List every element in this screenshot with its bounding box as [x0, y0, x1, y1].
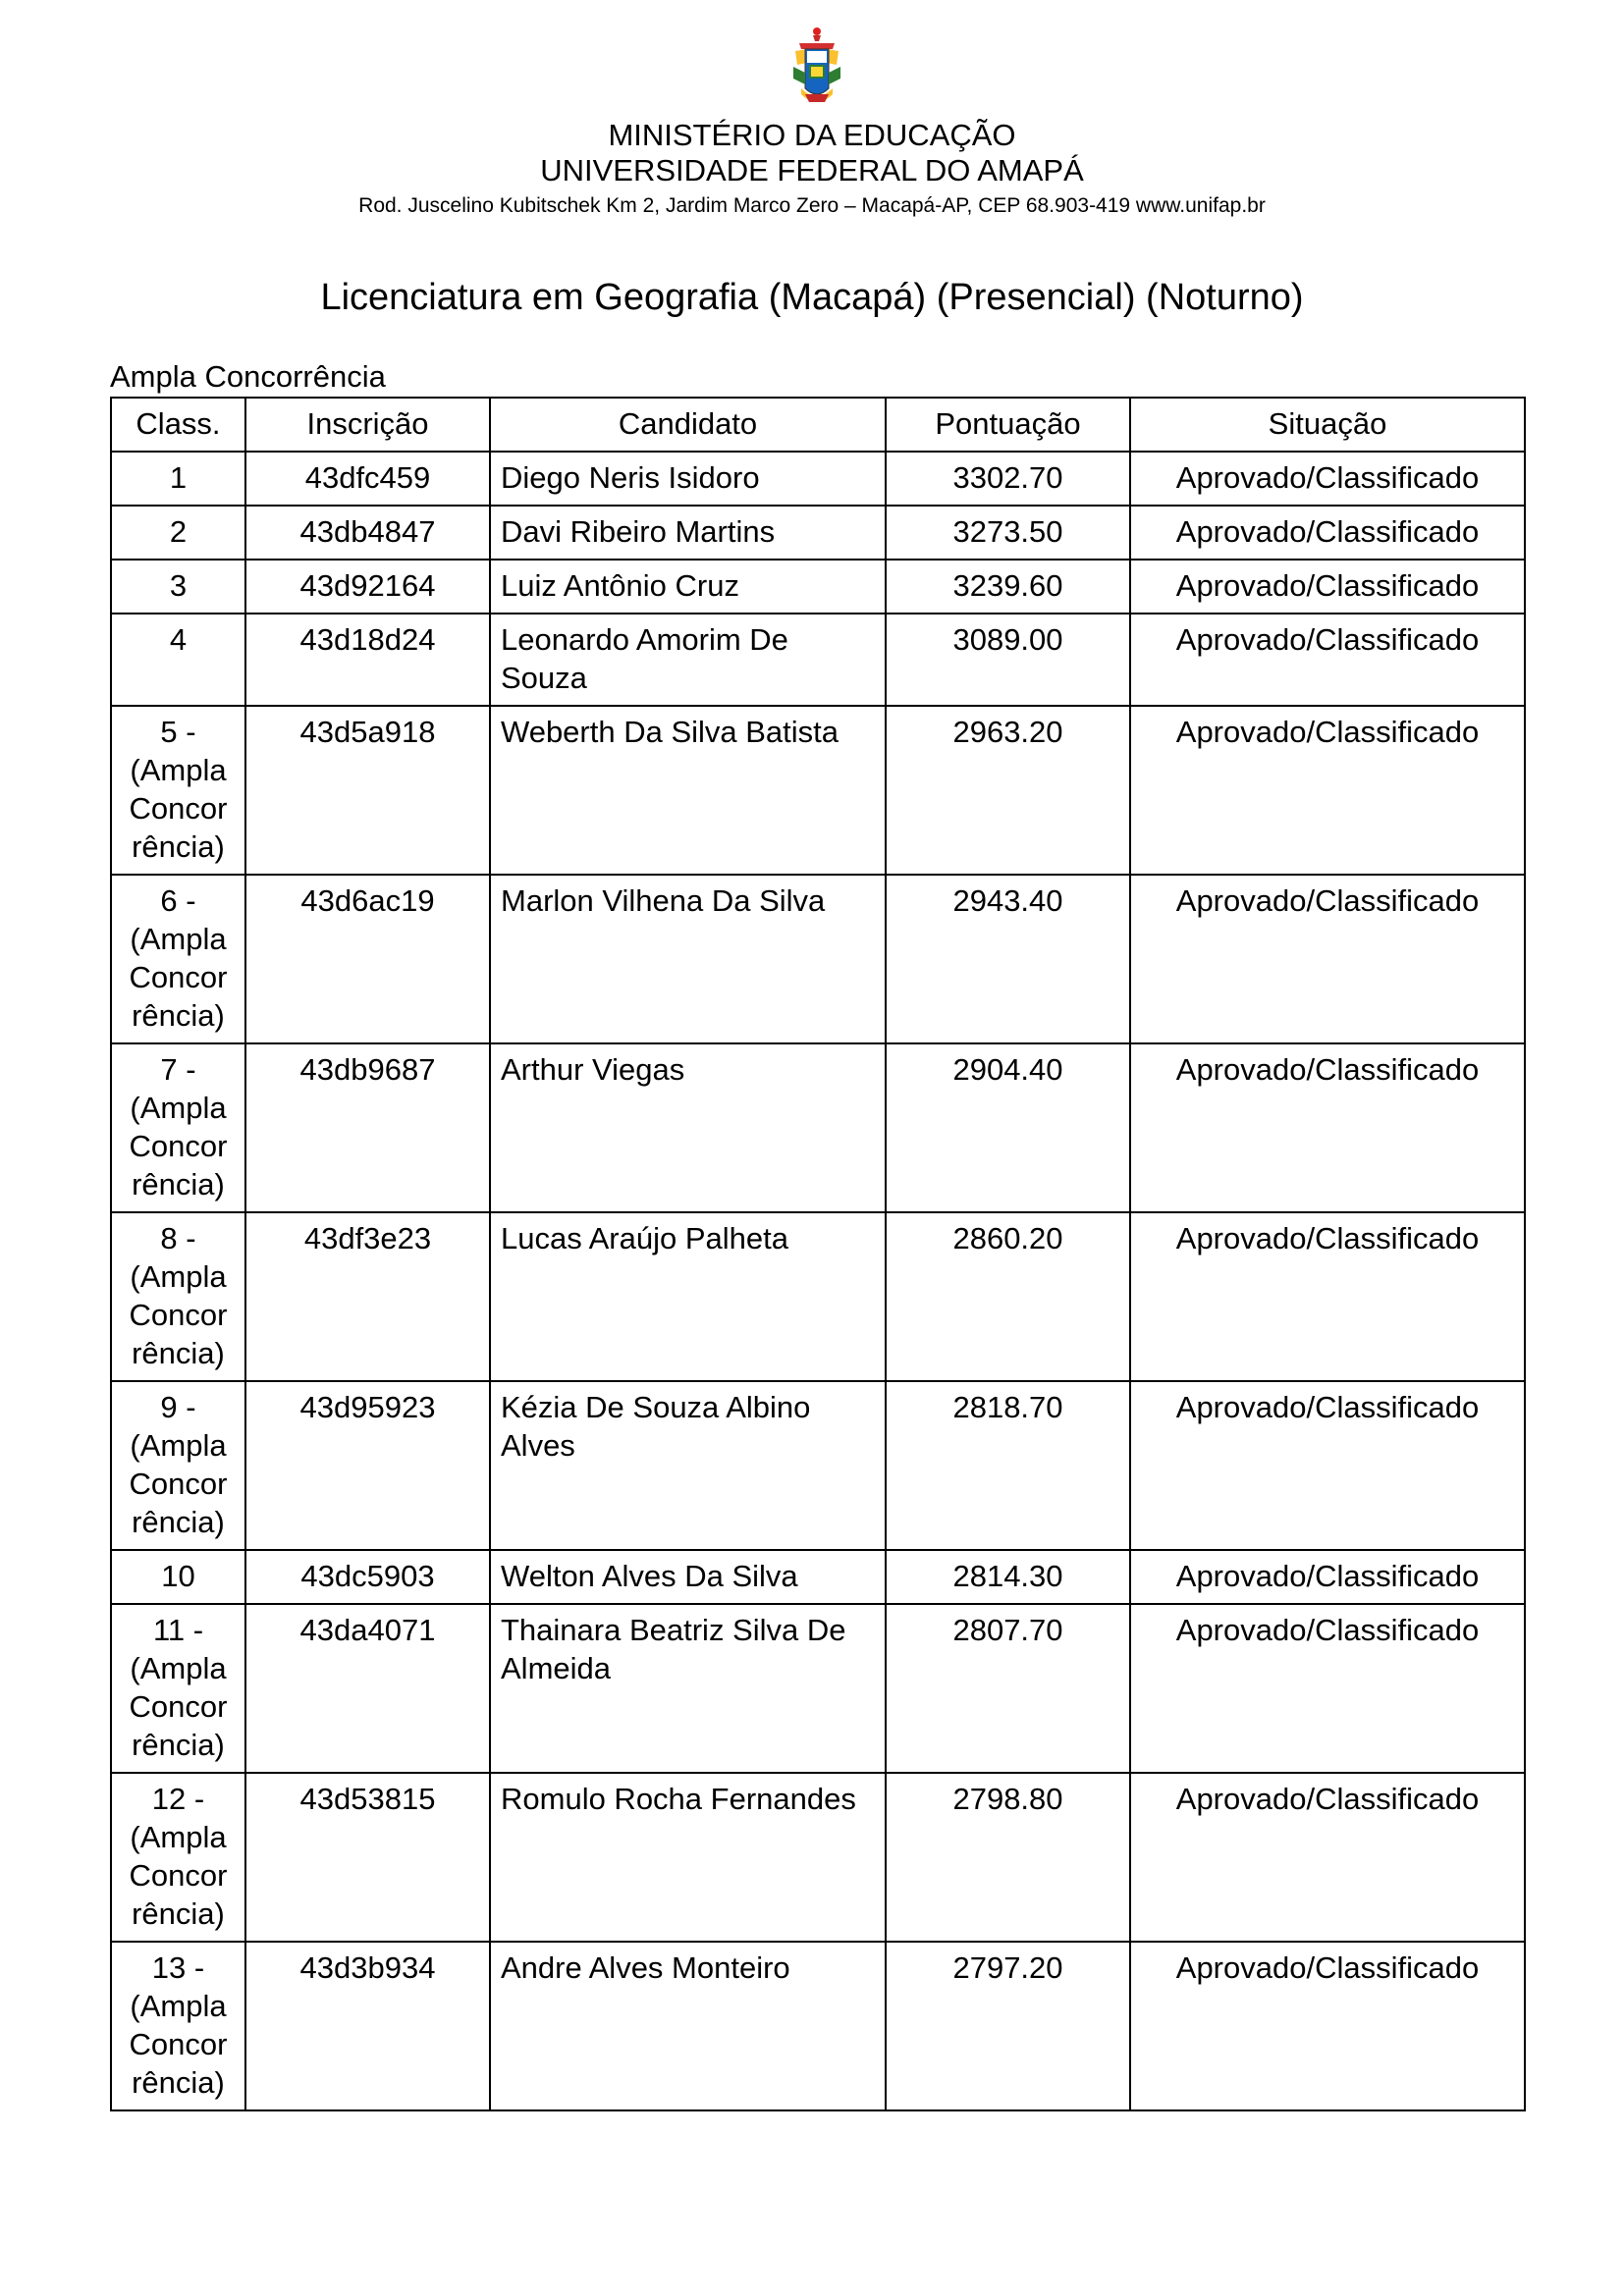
cell-situacao: Aprovado/Classificado	[1130, 452, 1525, 506]
cell-inscricao: 43d6ac19	[245, 875, 490, 1043]
cell-pontuacao: 2860.20	[886, 1212, 1130, 1381]
cell-class: 9 - (Ampla Concor rência)	[111, 1381, 245, 1550]
cell-class: 11 - (Ampla Concor rência)	[111, 1604, 245, 1773]
table-row	[111, 706, 1525, 875]
cell-pontuacao: 3089.00	[886, 614, 1130, 706]
cell-pontuacao: 3239.60	[886, 560, 1130, 614]
university-crest-icon	[785, 24, 848, 122]
cell-pontuacao: 2904.40	[886, 1043, 1130, 1212]
cell-inscricao: 43d18d24	[245, 614, 490, 706]
cell-inscricao: 43d92164	[245, 560, 490, 614]
cell-inscricao: 43d95923	[245, 1381, 490, 1550]
cell-candidato: Romulo Rocha Fernandes	[490, 1773, 886, 1942]
cell-class: 13 - (Ampla Concor rência)	[111, 1942, 245, 2110]
university-address: Rod. Juscelino Kubitschek Km 2, Jardim Marco Zero – Macapá-AP, CEP 68.903-419 www.unifap.br	[358, 194, 1266, 217]
cell-situacao: Aprovado/Classificado	[1130, 1773, 1525, 1942]
cell-candidato: Andre Alves Monteiro	[490, 1942, 886, 2110]
cell-class: 8 - (Ampla Concor rência)	[111, 1212, 245, 1381]
cell-inscricao: 43d53815	[245, 1773, 490, 1942]
cell-class: 10	[111, 1550, 245, 1604]
cell-situacao: Aprovado/Classificado	[1130, 506, 1525, 560]
cell-situacao: Aprovado/Classificado	[1130, 875, 1525, 1043]
cell-class: 2	[111, 506, 245, 560]
cell-candidato: Luiz Antônio Cruz	[490, 560, 886, 614]
table-row	[111, 1942, 1525, 2110]
cell-candidato: Diego Neris Isidoro	[490, 452, 886, 506]
cell-pontuacao: 2818.70	[886, 1381, 1130, 1550]
column-header-class: Class.	[111, 398, 245, 452]
cell-pontuacao: 3302.70	[886, 452, 1130, 506]
cell-candidato: Thainara Beatriz Silva De Almeida	[490, 1604, 886, 1773]
course-title: Licenciatura em Geografia (Macapá) (Presencial) (Noturno)	[320, 277, 1304, 318]
table-row	[111, 1773, 1525, 1942]
cell-situacao: Aprovado/Classificado	[1130, 614, 1525, 706]
cell-situacao: Aprovado/Classificado	[1130, 1212, 1525, 1381]
cell-inscricao: 43dfc459	[245, 452, 490, 506]
cell-inscricao: 43dc5903	[245, 1550, 490, 1604]
results-table	[110, 397, 1526, 2111]
column-header-candidato: Candidato	[490, 398, 886, 452]
cell-pontuacao: 2798.80	[886, 1773, 1130, 1942]
cell-situacao: Aprovado/Classificado	[1130, 560, 1525, 614]
cell-candidato: Lucas Araújo Palheta	[490, 1212, 886, 1381]
cell-inscricao: 43da4071	[245, 1604, 490, 1773]
table-header-row	[111, 398, 1525, 452]
cell-pontuacao: 2797.20	[886, 1942, 1130, 2110]
cell-pontuacao: 3273.50	[886, 506, 1130, 560]
cell-candidato: Davi Ribeiro Martins	[490, 506, 886, 560]
table-row	[111, 1043, 1525, 1212]
table-row	[111, 452, 1525, 506]
column-header-pontuacao: Pontuação	[886, 398, 1130, 452]
cell-candidato: Leonardo Amorim De Souza	[490, 614, 886, 706]
cell-class: 4	[111, 614, 245, 706]
cell-class: 6 - (Ampla Concor rência)	[111, 875, 245, 1043]
cell-situacao: Aprovado/Classificado	[1130, 706, 1525, 875]
cell-class: 5 - (Ampla Concor rência)	[111, 706, 245, 875]
table-row	[111, 506, 1525, 560]
cell-pontuacao: 2807.70	[886, 1604, 1130, 1773]
table-row	[111, 875, 1525, 1043]
cell-class: 1	[111, 452, 245, 506]
university-name: UNIVERSIDADE FEDERAL DO AMAPÁ	[540, 153, 1084, 187]
table-row	[111, 614, 1525, 706]
cell-pontuacao: 2963.20	[886, 706, 1130, 875]
cell-situacao: Aprovado/Classificado	[1130, 1550, 1525, 1604]
cell-inscricao: 43db4847	[245, 506, 490, 560]
cell-class: 12 - (Ampla Concor rência)	[111, 1773, 245, 1942]
cell-inscricao: 43db9687	[245, 1043, 490, 1212]
cell-candidato: Arthur Viegas	[490, 1043, 886, 1212]
column-header-inscricao: Inscrição	[245, 398, 490, 452]
cell-inscricao: 43d5a918	[245, 706, 490, 875]
section-label: Ampla Concorrência	[110, 359, 386, 394]
results-body	[111, 452, 1525, 2110]
table-row	[111, 1604, 1525, 1773]
cell-pontuacao: 2814.30	[886, 1550, 1130, 1604]
cell-inscricao: 43d3b934	[245, 1942, 490, 2110]
cell-situacao: Aprovado/Classificado	[1130, 1043, 1525, 1212]
table-row	[111, 1381, 1525, 1550]
table-row	[111, 560, 1525, 614]
cell-candidato: Weberth Da Silva Batista	[490, 706, 886, 875]
cell-situacao: Aprovado/Classificado	[1130, 1381, 1525, 1550]
cell-candidato: Welton Alves Da Silva	[490, 1550, 886, 1604]
cell-pontuacao: 2943.40	[886, 875, 1130, 1043]
cell-candidato: Kézia De Souza Albino Alves	[490, 1381, 886, 1550]
cell-class: 7 - (Ampla Concor rência)	[111, 1043, 245, 1212]
ministry-name: MINISTÉRIO DA EDUCAÇÃO	[608, 118, 1016, 152]
cell-situacao: Aprovado/Classificado	[1130, 1604, 1525, 1773]
cell-situacao: Aprovado/Classificado	[1130, 1942, 1525, 2110]
table-row	[111, 1212, 1525, 1381]
cell-inscricao: 43df3e23	[245, 1212, 490, 1381]
table-row	[111, 1550, 1525, 1604]
cell-candidato: Marlon Vilhena Da Silva	[490, 875, 886, 1043]
column-header-situacao: Situação	[1130, 398, 1525, 452]
cell-class: 3	[111, 560, 245, 614]
